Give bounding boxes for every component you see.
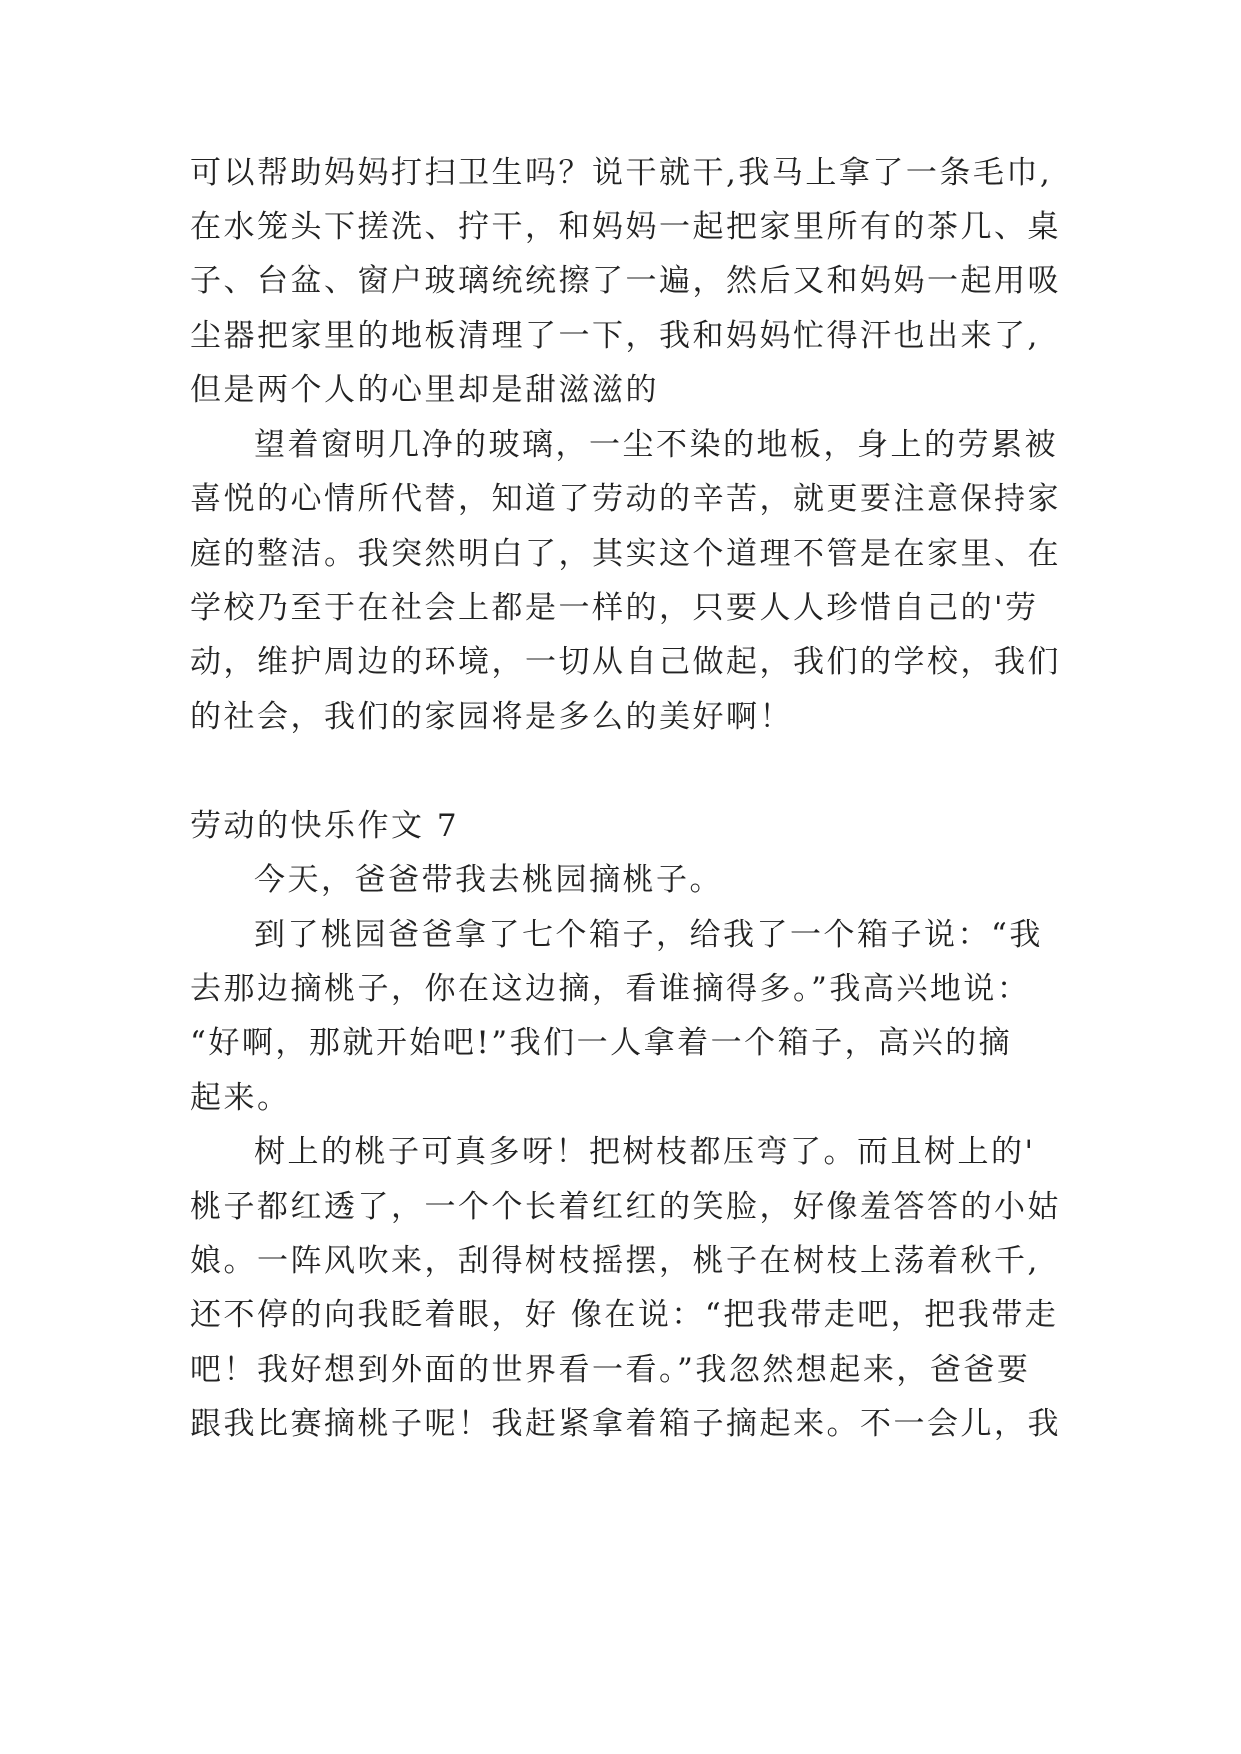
paragraph-line: 起来。 [190, 1080, 291, 1116]
paragraph-line: 庭的整洁。我突然明白了，其实这个道理不管是在家里、在 [190, 536, 1061, 572]
section-heading: 劳动的快乐作文 7 [190, 808, 460, 844]
paragraph-line: 娘。一阵风吹来，刮得树枝摇摆，桃子在树枝上荡着秋千, [190, 1243, 1040, 1279]
paragraph-line: 去那边摘桃子，你在这边摘，看谁摘得多。”我高兴地说： [190, 971, 1031, 1007]
paragraph-line: 尘器把家里的地板清理了一下，我和妈妈忙得汗也出来了, [190, 318, 1040, 354]
paragraph-line: 树上的桃子可真多呀！把树枝都压弯了。而且树上的' [254, 1134, 1036, 1170]
paragraph-line: 子、台盆、窗户玻璃统统擦了一遍，然后又和妈妈一起用吸 [190, 263, 1061, 299]
paragraph-line: 在水笼头下搓洗、拧干，和妈妈一起把家里所有的茶几、桌 [190, 209, 1061, 245]
paragraph-line: 喜悦的心情所代替，知道了劳动的辛苦，就更要注意保持家 [190, 481, 1061, 517]
paragraph-line: 跟我比赛摘桃子呢！我赶紧拿着箱子摘起来。不一会儿，我 [190, 1406, 1061, 1442]
paragraph-line: 可以帮助妈妈打扫卫生吗？说干就干,我马上拿了一条毛巾, [190, 155, 1053, 191]
paragraph-line: 今天，爸爸带我去桃园摘桃子。 [254, 862, 723, 898]
paragraph-line: 的社会，我们的家园将是多么的美好啊！ [190, 699, 793, 735]
paragraph-line: “好啊，那就开始吧!”我们一人拿着一个箱子，高兴的摘 [190, 1025, 1013, 1061]
paragraph-line: 桃子都红透了，一个个长着红红的笑脸，好像羞答答的小姑 [190, 1189, 1061, 1225]
paragraph-line: 学校乃至于在社会上都是一样的，只要人人珍惜自己的'劳 [190, 590, 1039, 626]
paragraph-line: 但是两个人的心里却是甜滋滋的 [190, 372, 659, 408]
paragraph-line: 望着窗明几净的玻璃，一尘不染的地板，身上的劳累被 [254, 427, 1058, 463]
paragraph-line: 到了桃园爸爸拿了七个箱子，给我了一个箱子说：“我 [254, 917, 1043, 953]
paragraph-line: 还不停的向我眨着眼，好 像在说：“把我带走吧，把我带走 [190, 1297, 1059, 1333]
paragraph-line: 动，维护周边的环境，一切从自己做起，我们的学校，我们 [190, 644, 1061, 680]
paragraph-line: 吧！我好想到外面的世界看一看。”我忽然想起来，爸爸要 [190, 1352, 1031, 1388]
